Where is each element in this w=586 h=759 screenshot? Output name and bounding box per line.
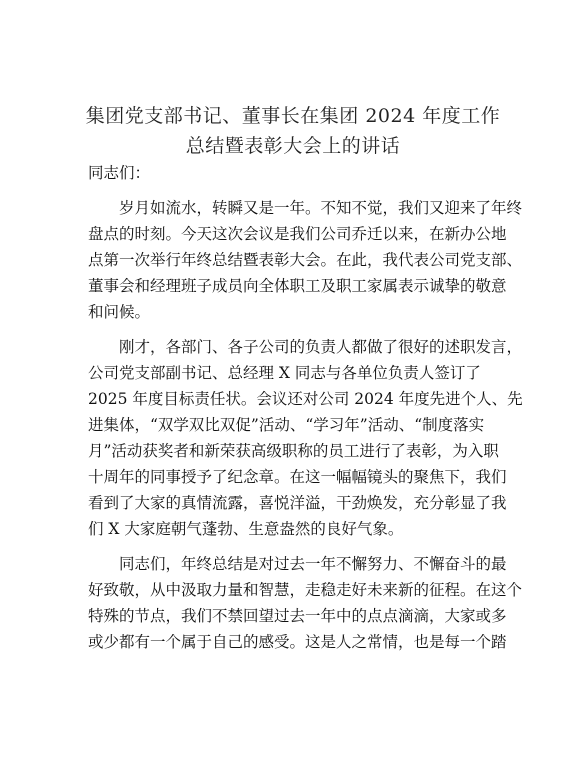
paragraph-line: 特殊的节点，我们不禁回望过去一年中的点点滴滴，大家或多 — [88, 607, 507, 625]
greeting: 同志们： — [88, 164, 151, 182]
paragraph-line: 盘点的时刻。今天这次会议是我们公司乔迁以来，在新办公地 — [88, 225, 507, 243]
paragraph-line: 和问候。 — [88, 303, 151, 321]
paragraph-line: 看到了大家的真情流露，喜悦洋溢，干劲焕发，充分彰显了我 — [88, 494, 507, 512]
paragraph-line: 公司党支部副书记、总经理 X 同志与各单位负责人签订了 — [88, 364, 481, 382]
paragraph-line: 十周年的同事授予了纪念章。在这一幅幅镜头的聚焦下，我们 — [88, 468, 507, 486]
paragraph-line: 好致敬，从中汲取力量和智慧，走稳走好未来新的征程。在这个 — [88, 581, 523, 599]
title-line-2: 总结暨表彰大会上的讲话 — [185, 135, 401, 157]
paragraph-line: 董事会和经理班子成员向全体职工及职工家属表示诚挚的敬意 — [88, 277, 507, 295]
paragraph-line: 岁月如流水，转瞬又是一年。不知不觉，我们又迎来了年终 — [88, 199, 523, 217]
document-title — [60, 101, 526, 161]
paragraph-line: 进集体，“双学双比双促”活动、“学习年”活动、“制度落实 — [88, 416, 485, 434]
paragraph-line: 同志们，年终总结是对过去一年不懈努力、不懈奋斗的最 — [88, 555, 507, 573]
paragraph-line: 或少都有一个属于自己的感受。这是人之常情，也是每一个踏 — [88, 633, 507, 651]
paragraph-line: 月”活动获奖者和新荣获高级职称的员工进行了表彰，为入职 — [88, 442, 499, 460]
paragraph-2 — [88, 334, 523, 542]
paragraph-line: 2025 年度目标责任状。会议还对公司 2024 年度先进个人、先 — [88, 390, 523, 408]
paragraph-3 — [88, 551, 523, 655]
paragraph-1 — [88, 195, 523, 325]
paragraph-line: 点第一次举行年终总结暨表彰大会。在此，我代表公司党支部、 — [88, 251, 523, 269]
document-body — [88, 160, 523, 655]
paragraph-line: 刚才，各部门、各子公司的负责人都做了很好的述职发言， — [88, 338, 523, 356]
paragraph-line: 们 X 大家庭朝气蓬勃、生意盎然的良好气象。 — [88, 520, 404, 538]
title-line-1: 集团党支部书记、董事长在集团 2024 年度工作 — [85, 105, 501, 127]
